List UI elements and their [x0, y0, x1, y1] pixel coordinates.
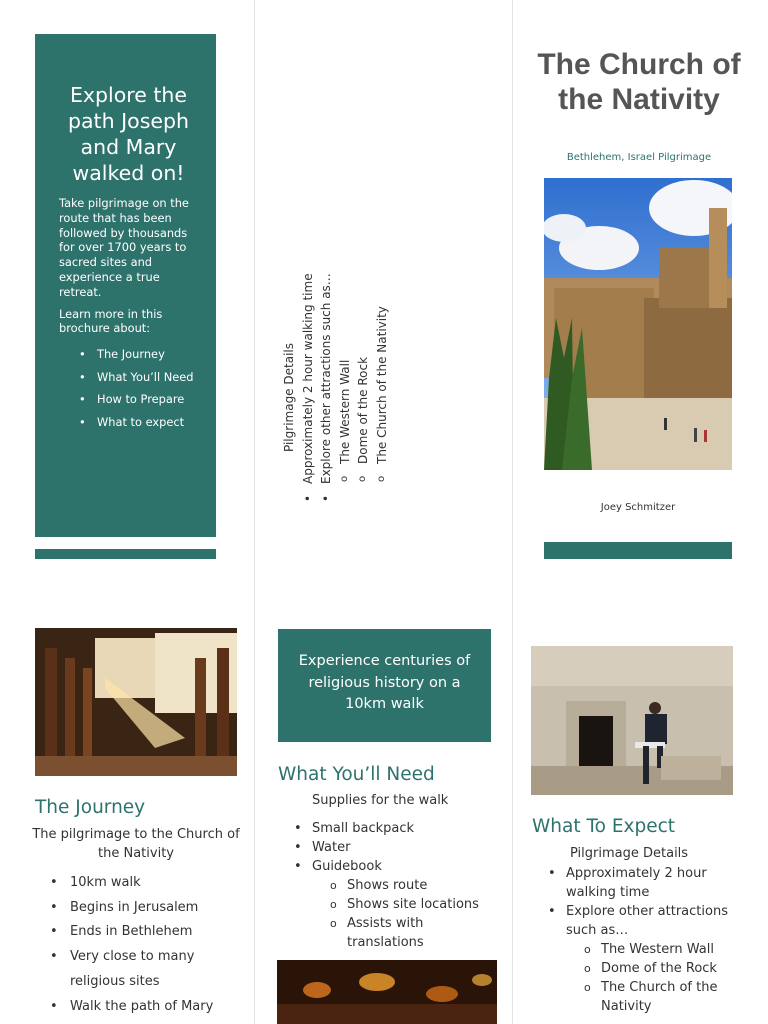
list-item: o The Western Wall [548, 940, 748, 959]
explore-title: Explore the path Joseph and Mary walked on! [67, 83, 189, 185]
need-intro: Supplies for the walk [312, 793, 449, 808]
grotto-photo [531, 646, 733, 795]
expect-intro: Pilgrimage Details [570, 846, 689, 861]
explore-box [35, 34, 216, 537]
need-heading: What You’ll Need [278, 764, 435, 785]
list-item: • 10km walk [50, 871, 240, 896]
list-item: o Dome of the Rock [354, 30, 373, 502]
list-item: • Explore other attractions such as… [317, 30, 336, 502]
list-item: • Explore other attractions such as… [548, 902, 748, 940]
accent-bar [544, 542, 732, 559]
need-list [294, 819, 504, 952]
topics-list [79, 343, 198, 433]
list-item: o Shows route [294, 876, 504, 895]
list-item: • What You’ll Need [79, 366, 198, 389]
list-item: • Very close to many religious sites [50, 945, 240, 994]
author-name: Joey Schmitzer [600, 502, 676, 513]
journey-intro: The pilgrimage to the Church of the Nativity [32, 827, 240, 861]
list-item: o The Church of the Nativity [373, 30, 392, 502]
list-item: o Dome of the Rock [548, 959, 748, 978]
expect-heading: What To Expect [532, 816, 676, 837]
list-item: • Small backpack [294, 819, 504, 838]
list-item: • Walk the path of Mary [50, 995, 240, 1020]
journey-list [50, 871, 240, 1019]
list-item: • Approximately 2 hour walking time [548, 864, 748, 902]
church-interior-photo [35, 628, 237, 776]
learn-text: Learn more in this brochure about: [59, 306, 163, 336]
list-item: o The Western Wall [336, 30, 355, 502]
expect-list [548, 864, 748, 1016]
candles-photo [277, 960, 497, 1024]
journey-heading: The Journey [35, 797, 146, 818]
explore-text: Take pilgrimage on the route that has been followed by thousands for over 1700 years to sacred sites and experience a true retreat. [59, 196, 189, 299]
list-item: • Guidebook [294, 857, 504, 876]
list-item: o Shows site locations [294, 895, 504, 914]
rotated-details [278, 0, 398, 520]
cover-subtitle: Bethlehem, Israel Pilgrimage [566, 152, 712, 163]
church-photo [544, 178, 732, 470]
list-item: • Approximately 2 hour walking time [299, 30, 318, 502]
panel-divider-left [254, 0, 255, 1024]
cover-title: The Church of the Nativity [537, 48, 741, 116]
accent-bar [35, 549, 216, 559]
panel-divider-right [512, 0, 513, 1024]
list-item: • Begins in Jerusalem [50, 896, 240, 921]
list-item: • The Journey [79, 343, 198, 366]
list-item: • What to expect [79, 411, 198, 434]
list-item: • How to Prepare [79, 388, 198, 411]
list-item: • Water [294, 838, 504, 857]
list-item: • Ends in Bethlehem [50, 920, 240, 945]
details-title: Pilgrimage Details [282, 343, 296, 452]
list-item: o Assists with translations [294, 914, 504, 952]
list-item: o The Church of the Nativity [548, 978, 748, 1016]
experience-box: Experience centuries of religious history on a 10km walk [278, 629, 491, 742]
